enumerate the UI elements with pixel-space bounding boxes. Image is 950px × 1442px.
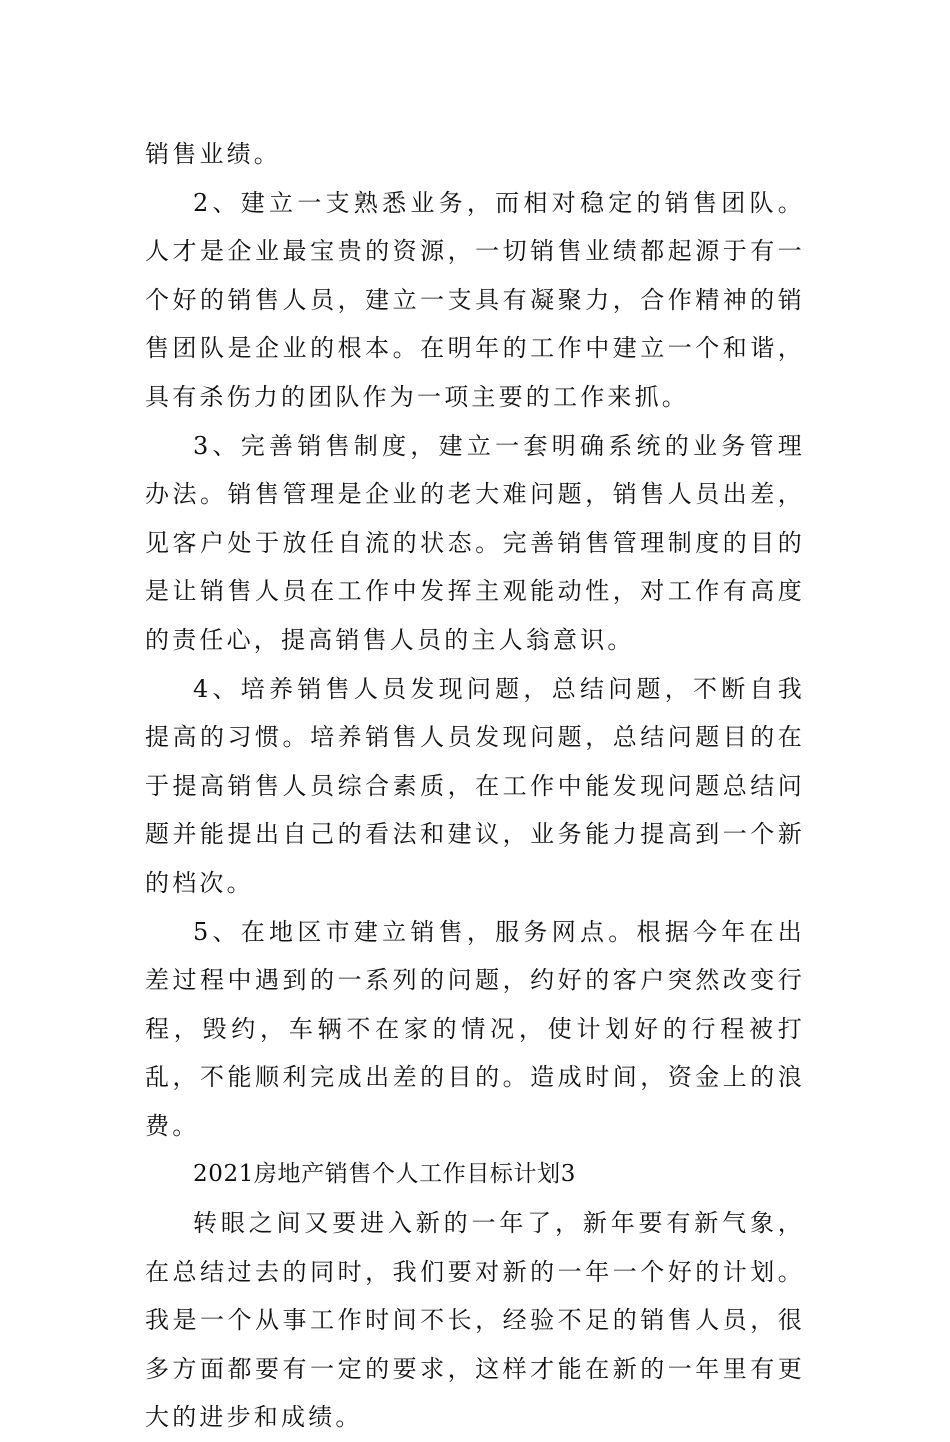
paragraph-item-2: 2、建立一支熟悉业务，而相对稳定的销售团队。人才是企业最宝贵的资源，一切销售业绩都起源于有一个好的销售人员，建立一支具有凝聚力，合作精神的销售团队是企业的根本。在明年的工作中建立一个和谐，具有杀伤力的团队作为一项主要的工作来抓。 [145, 188, 805, 411]
paragraph-intro: 转眼之间又要进入新的一年了，新年要有新气象，在总结过去的同时，我们要对新的一年一个好的计划。我是一个从事工作时间不长，经验不足的销售人员，很多方面都要有一定的要求，这样才能在新的一年里有更大的进步和成绩。 [145, 1209, 805, 1432]
paragraph-item-4: 4、培养销售人员发现问题，总结问题，不断自我提高的习惯。培养销售人员发现问题，总结问题目的在于提高销售人员综合素质，在工作中能发现问题总结问题并能提出自己的看法和建议，业务能力提高到一个新的档次。 [145, 674, 805, 897]
paragraph-continuation: 销售业绩。 [145, 140, 281, 168]
document-body [145, 130, 805, 1442]
paragraph-item-5: 5、在地区市建立销售，服务网点。根据今年在出差过程中遇到的一系列的问题，约好的客户突然改变行程，毁约，车辆不在家的情况，使计划好的行程被打乱，不能顺利完成出差的目的。造成时间，资金上的浪费。 [145, 917, 805, 1140]
paragraph-item-3: 3、完善销售制度，建立一套明确系统的业务管理办法。销售管理是企业的老大难问题，销售人员出差，见客户处于放任自流的状态。完善销售管理制度的目的是让销售人员在工作中发挥主观能动性，对工作有高度的责任心，提高销售人员的主人翁意识。 [145, 431, 805, 654]
section-heading: 2021房地产销售个人工作目标计划3 [193, 1161, 576, 1188]
